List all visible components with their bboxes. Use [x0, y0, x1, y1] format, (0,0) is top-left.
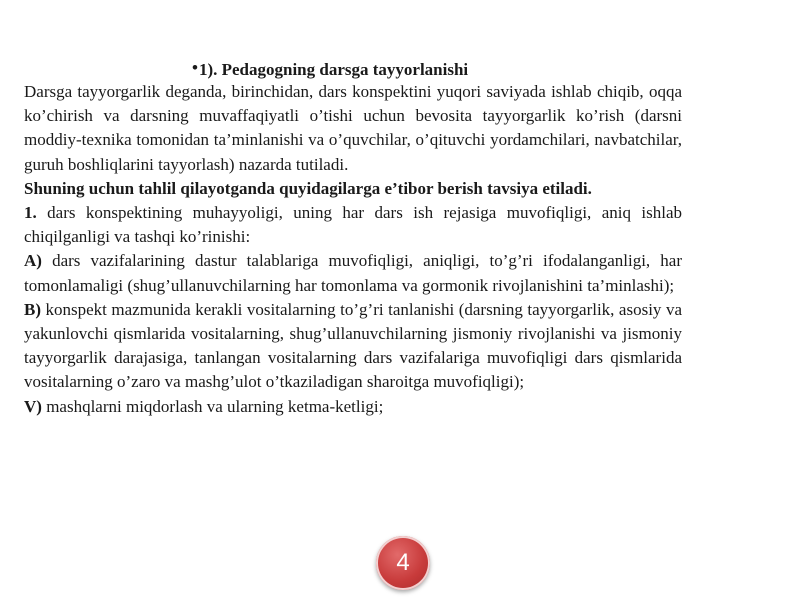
list-item	[24, 395, 682, 419]
title-bullet: •	[192, 58, 198, 77]
list-marker: B)	[24, 299, 41, 319]
list-item-text: dars vazifalarining dastur talablariga muvofiqligi, aniqligi, to’g’ri ifodalanganligi, har tomonlamaligi (shug’ullanuvchilarning har tomonlama va gormonik rivojlanishini ta’minlashi);	[24, 251, 682, 295]
slide-title	[192, 57, 612, 81]
list-item	[24, 298, 682, 395]
list-item-text: mashqlarni miqdorlash va ularning ketma-ketligi;	[41, 396, 384, 416]
list-item	[24, 249, 682, 297]
title-text: 1). Pedagogning darsga tayyorlanishi	[198, 60, 469, 79]
intro-paragraph: Darsga tayyorgarlik deganda, birinchidan, dars konspektini yuqori saviyada ishlab chiqib, oqqa ko’chirish va darsning muvaffaqiyatli o’tishi uchun bevosita tayyorgarlik ko’rish (darsni moddiy-texnika tomonidan ta’minlanishi va o’quvchilar, o’qituvchi yordamchilari, navbatchilar, guruh boshliqlarini tayyorlash) nazarda tutiladi.	[24, 82, 682, 174]
emphasis-paragraph: Shuning uchun tahlil qilayotganda quyidagilarga e’tibor berish tavsiya etiladi.	[24, 178, 592, 198]
page-number-badge: 4	[376, 536, 430, 590]
list-marker: A)	[24, 251, 42, 271]
list-item-text: dars konspektining muhayyoligi, uning har dars ish rejasiga muvofiqligi, aniq ishlab chiqilganligi va tashqi ko’rinishi:	[24, 203, 682, 247]
list-item-text: konspekt mazmunida kerakli vositalarning to’g’ri tanlanishi (darsning tayyorgarlik, asosiy va yakunlovchi qismlarida vositalarning, shug’ullanuvchilarning jismoniy rivojlanishi va jismoniy tayyorgarlik darajasiga, tanlangan vositalarning dars vazifalariga muvofiqligi dars qismlarida vositalarning o’zaro va mashg’ulot o’tkaziladigan sharoitga muvofiqligi);	[24, 299, 682, 392]
list-marker: V)	[24, 396, 42, 416]
slide-body	[24, 80, 682, 419]
list-item	[24, 201, 682, 249]
list-marker: 1.	[24, 203, 37, 223]
